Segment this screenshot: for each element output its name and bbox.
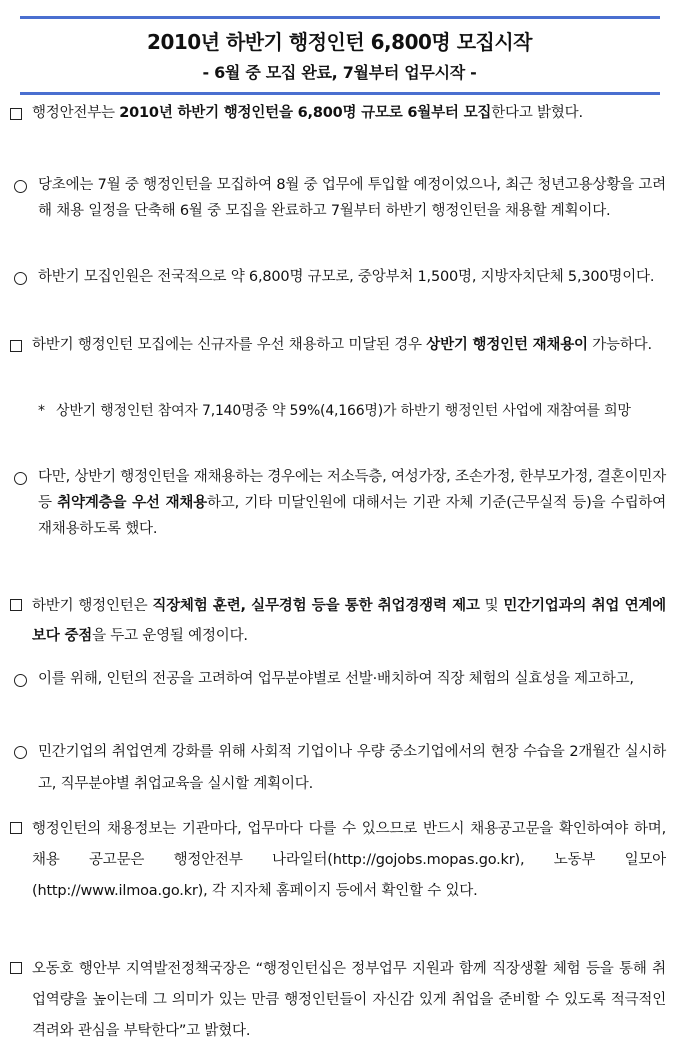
- paragraph-8: 이를 위해, 인턴의 전공을 고려하여 업무분야별로 선발·배치하여 직장 체험의 실효성을 제고하고,: [38, 671, 634, 687]
- asterisk-note-icon: *: [38, 403, 45, 419]
- page-title: 2010년 하반기 행정인턴 6,800명 모집시작: [147, 30, 532, 54]
- square-bullet-icon: [10, 962, 22, 974]
- circle-bullet-icon: [14, 272, 27, 285]
- header-bottom-rule: [20, 92, 660, 95]
- header-top-rule: [20, 16, 660, 19]
- square-bullet-icon: [10, 108, 22, 120]
- paragraph-6: [38, 464, 666, 542]
- text: 행정안전부는: [32, 105, 120, 121]
- paragraph-10: 행정인턴의 채용정보는 기관마다, 업무마다 다를 수 있으므로 반드시 채용공고문을 확인하여야 하며, 채용 공고문은 행정안전부 나라일터(http://gojobs.mopas.go.kr), 노동부 일모아(http://www.ilmoa.go.kr), 각 지자체 홈페이지 등에서 확인할 수 있다.: [32, 821, 666, 899]
- bold-text: 2010년 하반기 행정인턴을 6,800명 규모로 6월부터 모집: [119, 105, 492, 121]
- paragraph-7: [32, 591, 666, 651]
- paragraph-4: [32, 332, 666, 358]
- circle-bullet-icon: [14, 180, 27, 193]
- paragraph-5-note: 상반기 행정인턴 참여자 7,140명중 약 59%(4,166명)가 하반기 행정인턴 사업에 재참여를 희망: [56, 403, 631, 419]
- text: 및: [479, 598, 504, 614]
- paragraph-1: [32, 100, 666, 126]
- bold-text: 상반기 행정인턴 재채용이: [426, 337, 588, 353]
- text: 하고, 기타 미달인원에 대해서는 기관 자체 기준(근무실적 등)을 수립하여 재채용하도록 했다.: [38, 495, 667, 537]
- text: 한다고 밝혔다.: [491, 105, 583, 121]
- circle-bullet-icon: [14, 746, 27, 759]
- circle-bullet-icon: [14, 674, 27, 687]
- square-bullet-icon: [10, 822, 22, 834]
- text: 가능하다.: [587, 337, 652, 353]
- square-bullet-icon: [10, 340, 22, 352]
- square-bullet-icon: [10, 599, 22, 611]
- page-subtitle: - 6월 중 모집 완료, 7월부터 업무시작 -: [202, 63, 477, 82]
- bold-text: 민간기업과의 취업 연계에 보다 중점: [32, 598, 666, 644]
- paragraph-2: 당초에는 7월 중 행정인턴을 모집하여 8월 중 업무에 투입할 예정이었으나, 최근 청년고용상황을 고려해 채용 일정을 단축해 6월 중 모집을 완료하고 7월부터 하반기 행정인턴을 채용할 계획이다.: [38, 177, 666, 219]
- paragraph-3: 하반기 모집인원은 전국적으로 약 6,800명 규모로, 중앙부처 1,500명, 지방자치단체 5,300명이다.: [38, 269, 655, 285]
- bold-text: 취약계층을 우선 재채용: [57, 495, 207, 511]
- bold-text: 직장체험 훈련, 실무경험 등을 통한 취업경쟁력 제고: [152, 598, 480, 614]
- circle-bullet-icon: [14, 472, 27, 485]
- text: 을 두고 운영될 예정이다.: [92, 628, 248, 644]
- text: 다만, 상반기 행정인턴을 재채용하는 경우에는 저소득층, 여성가장, 조손가정, 한부모가정, 결혼이민자 등: [38, 469, 666, 511]
- paragraph-11: 오동호 행안부 지역발전정책국장은 “행정인턴십은 정부업무 지원과 함께 직장생활 체험 등을 통해 취업역량을 높이는데 그 의미가 있는 만큼 행정인턴들이 자신감 있게 취업을 준비할 수 있도록 적극적인 격려와 관심을 부탁한다”고 밝혔다.: [32, 961, 666, 1039]
- text: 하반기 행정인턴 모집에는 신규자를 우선 채용하고 미달된 경우: [32, 337, 427, 353]
- text: 하반기 행정인턴은: [32, 598, 153, 614]
- paragraph-9: 민간기업의 취업연계 강화를 위해 사회적 기업이나 우량 중소기업에서의 현장 수습을 2개월간 실시하고, 직무분야별 취업교육을 실시할 계획이다.: [38, 744, 666, 792]
